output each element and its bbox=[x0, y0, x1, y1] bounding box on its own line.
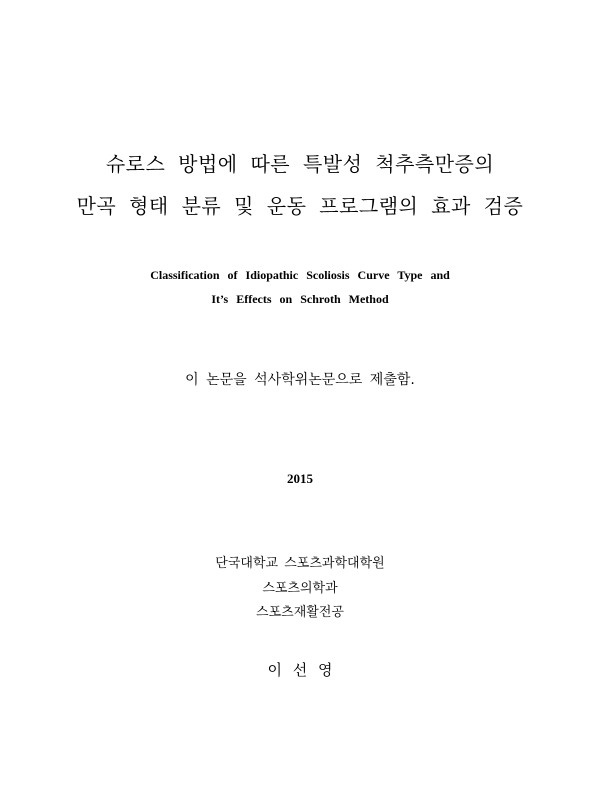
english-title-line-1: Classification of Idiopathic Scoliosis Curve Type and bbox=[150, 268, 450, 282]
submission-statement: 이 논문을 석사학위논문으로 제출함. bbox=[185, 372, 415, 388]
korean-title-line-1: 슈로스 방법에 따른 특발성 척추측만증의 bbox=[105, 152, 495, 176]
korean-title-line-2: 만곡 형태 분류 및 운동 프로그램의 효과 검증 bbox=[76, 194, 524, 218]
year: 2015 bbox=[287, 471, 313, 486]
major: 스포츠재활전공 bbox=[256, 605, 344, 620]
department: 스포츠의학과 bbox=[262, 581, 338, 596]
english-title-line-2: It’s Effects on Schroth Method bbox=[211, 292, 389, 306]
author-name: 이 선 영 bbox=[267, 661, 333, 679]
university-graduate-school: 단국대학교 스포츠과학대학원 bbox=[215, 556, 385, 571]
